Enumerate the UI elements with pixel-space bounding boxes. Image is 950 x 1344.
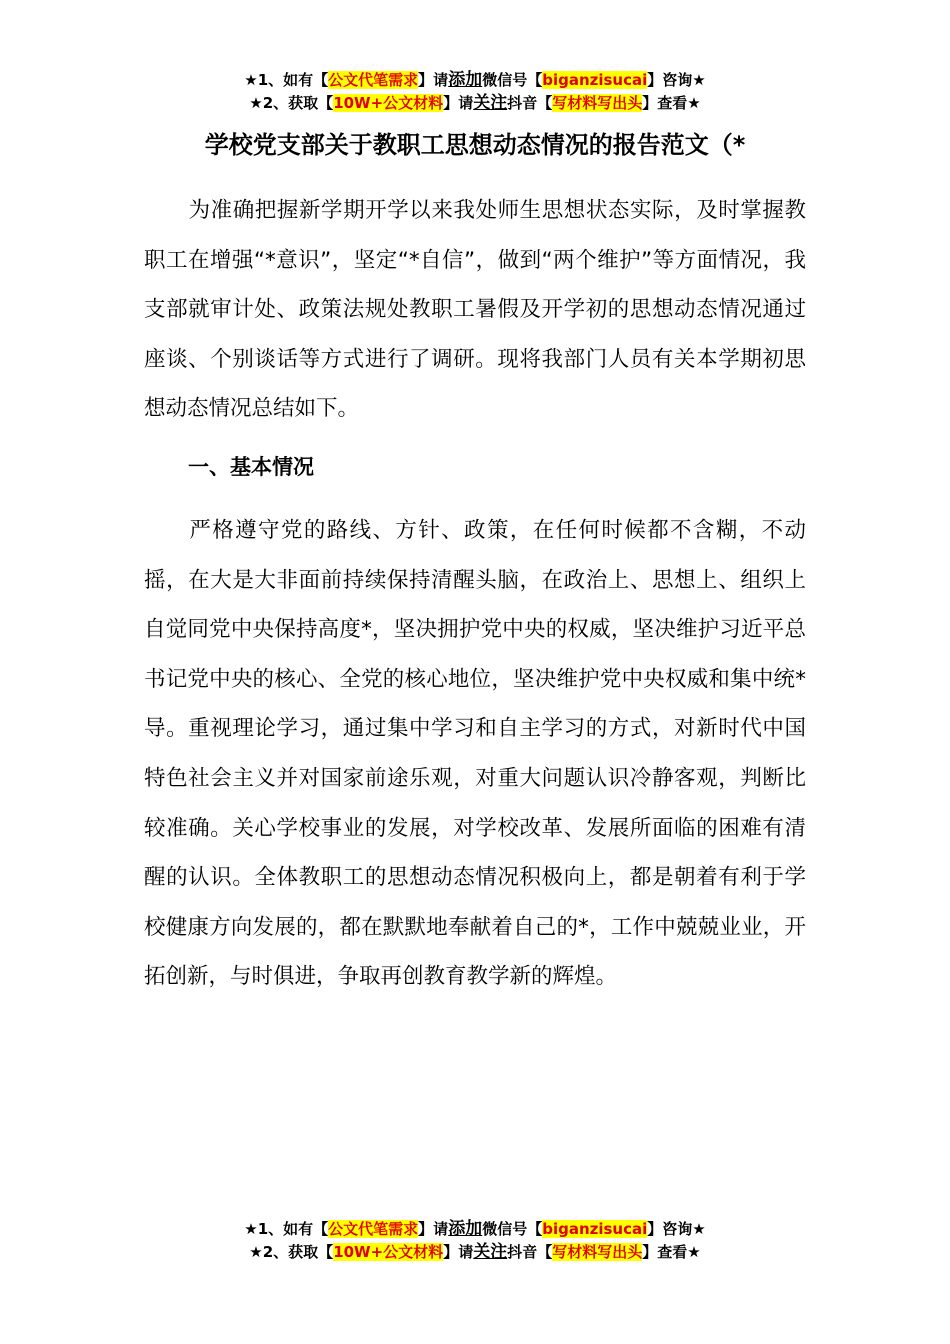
paragraph-intro-text: 为准确把握新学期开学以来我处师生思想状态实际，及时掌握教职工在增强“*意识”，坚定“*自信”，做到“两个维护”等方面情况，我支部就审计处、政策法规处教职工暑假及开学初的思想动态情况通过座谈、个别谈话等方式进行了调研。现将我部门人员有关本学期初思想动态情况总结如下。 — [144, 198, 806, 422]
banner-line-1 — [0, 69, 950, 92]
banner-text: 微信号【 — [482, 1220, 543, 1238]
banner-text: ★1、如有【 — [244, 1220, 329, 1238]
highlight-materials: 10W+公文材料 — [333, 1243, 444, 1261]
banner-text: ★2、获取【 — [249, 94, 334, 112]
highlight-douyin: 写材料写出头 — [552, 1243, 643, 1261]
highlight-service: 公文代笔需求 — [328, 71, 419, 89]
bottom-banner — [0, 1218, 950, 1264]
banner-emphasis: 关注 — [473, 93, 508, 113]
top-banner — [0, 69, 950, 115]
banner-emphasis: 关注 — [473, 1242, 508, 1262]
highlight-douyin: 写材料写出头 — [552, 94, 643, 112]
section-heading: 一、基本情况 — [188, 455, 314, 479]
paragraph-basic-situation-text: 严格遵守党的路线、方针、政策，在任何时候都不含糊，不动摇，在大是大非面前持续保持清醒头脑，在政治上、思想上、组织上自觉同党中央保持高度*，坚决拥护党中央的权威，坚决维护习近平总书记党中央的核心、全党的核心地位，坚决维护党中央权威和集中统*导。重视理论学习，通过集中学习和自主学习的方式，对新时代中国特色社会主义并对国家前途乐观，对重大问题认识冷静客观，判断比较准确。关心学校事业的发展，对学校改革、发展所面临的困难有清醒的认识。全体教职工的思想动态情况积极向上，都是朝着有利于学校健康方向发展的，都在默默地奉献着自己的*，工作中兢兢业业，开拓创新，与时俱进，争取再创教育教学新的辉煌。 — [144, 518, 806, 990]
banner-text: 】查看★ — [642, 1243, 701, 1261]
banner-text: 抖音【 — [507, 94, 553, 112]
banner-emphasis: 添加 — [448, 1219, 483, 1239]
highlight-wechat-id: biganzisucai — [542, 1220, 648, 1238]
banner-text: 微信号【 — [482, 71, 543, 89]
highlight-materials: 10W+公文材料 — [333, 94, 444, 112]
banner-emphasis: 添加 — [448, 70, 483, 90]
document-title: 学校党支部关于教职工思想动态情况的报告范文（* — [204, 131, 746, 159]
paragraph-intro — [144, 186, 806, 434]
banner-text: ★2、获取【 — [249, 1243, 334, 1261]
banner-text: 】请 — [443, 1243, 474, 1261]
banner-line-1 — [0, 1218, 950, 1241]
paragraph-basic-situation — [144, 506, 806, 1002]
banner-text: 】查看★ — [642, 94, 701, 112]
banner-line-2 — [0, 92, 950, 115]
banner-text: 】请 — [443, 94, 474, 112]
banner-text: 抖音【 — [507, 1243, 553, 1261]
banner-text: 】咨询★ — [647, 1220, 706, 1238]
banner-text: 】请 — [418, 1220, 449, 1238]
banner-line-2 — [0, 1241, 950, 1264]
highlight-wechat-id: biganzisucai — [542, 71, 648, 89]
banner-text: 】咨询★ — [647, 71, 706, 89]
banner-text: 】请 — [418, 71, 449, 89]
banner-text: ★1、如有【 — [244, 71, 329, 89]
highlight-service: 公文代笔需求 — [328, 1220, 419, 1238]
